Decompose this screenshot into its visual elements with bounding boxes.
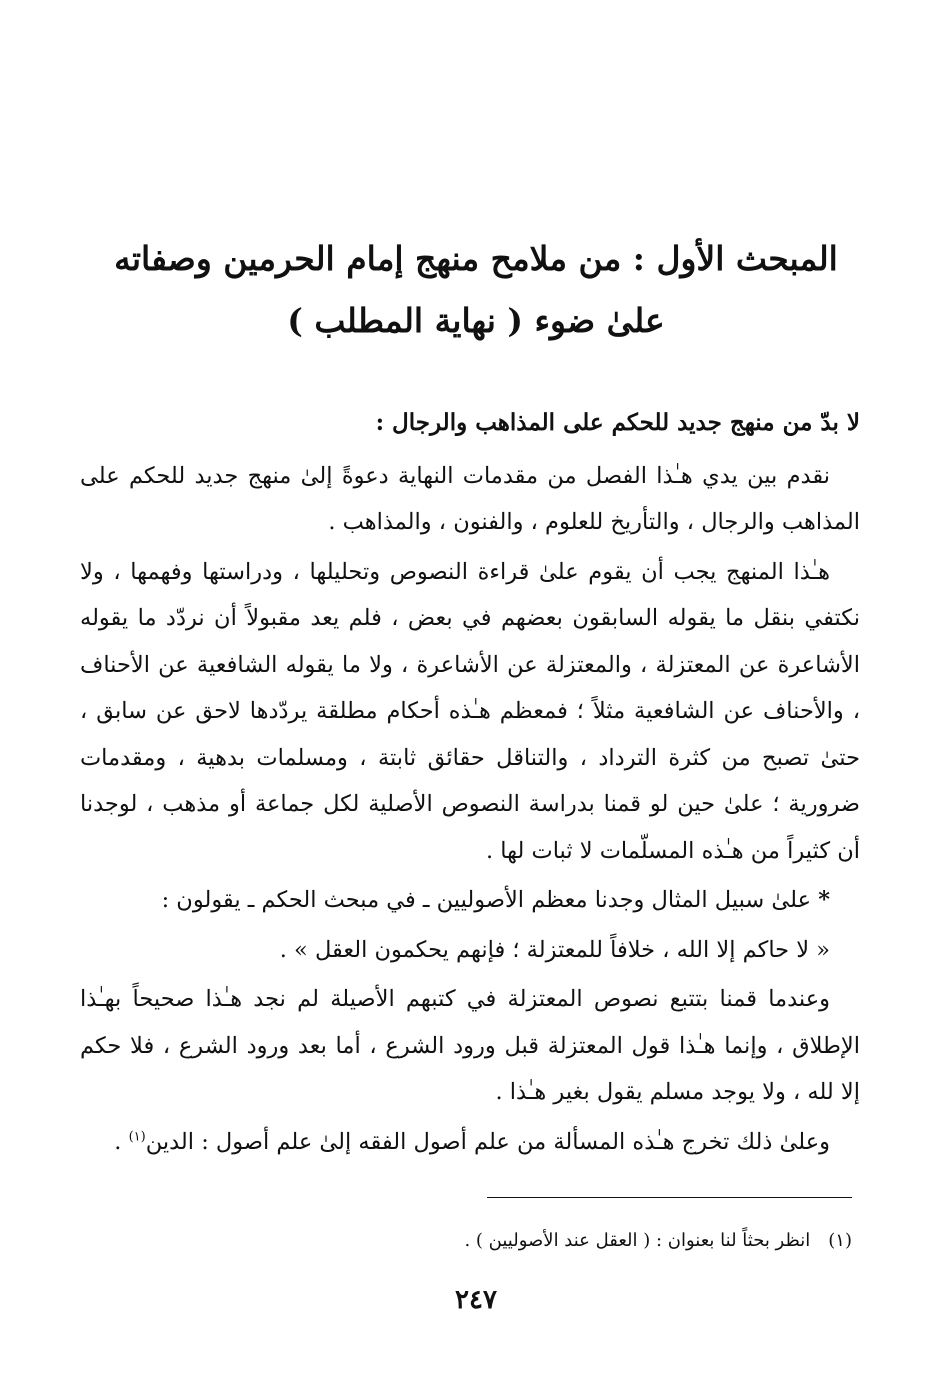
quotation: « لا حاكم إلا الله ، خلافاً للمعتزلة ؛ فإنهم يحكمون العقل » . — [279, 936, 830, 963]
example-text: علىٰ سبيل المثال وجدنا معظم الأصوليين ـ في مبحث الحكم ـ يقولون : — [161, 887, 812, 913]
paragraph-example — [80, 877, 860, 924]
body-text — [80, 400, 860, 1168]
title-line-1: المبحث الأول : من ملامح منهج إمام الحرمين وصفاته — [114, 239, 838, 278]
title-line-2: علىٰ ضوء ( نهاية المطلب ) — [287, 301, 665, 340]
paragraph-conclusion — [80, 1119, 860, 1166]
asterisk-marker: * — [818, 887, 830, 913]
paragraph-intro: نقدم بين يدي هـٰذا الفصل من مقدمات النهاية دعوةً إلىٰ منهج جديد للحكم على المذاهب والرجال ، والتأريخ للعلوم ، والفنون ، والمذاهب . — [80, 462, 860, 535]
conclusion-text: وعلىٰ ذلك تخرج هـٰذه المسألة من علم أصول الفقه إلىٰ علم أصول : الدين — [145, 1128, 830, 1155]
footnote-text: انظر بحثاً لنا بعنوان : ( العقل عند الأصوليين ) . — [464, 1230, 811, 1251]
section-heading: لا بدّ من منهج جديد للحكم على المذاهب والرجال : — [375, 409, 860, 436]
paragraph-mutazila: وعندما قمنا بتتبع نصوص المعتزلة في كتبهم الأصيلة لم نجد هـٰذا صحيحاً بهـٰذا الإطلاق ، وإنما هـٰذا قول المعتزلة قبل ورود الشرع ، أما بعد ورود الشرع ، فلا حكم إلا لله ، ولا يوجد مسلم يقول بغير هـٰذا . — [80, 986, 860, 1105]
footnote — [80, 1226, 852, 1256]
chapter-title — [110, 228, 842, 352]
footnote-reference[interactable]: (١) — [128, 1129, 146, 1144]
page-number: ٢٤٧ — [455, 1285, 497, 1315]
footnote-divider — [487, 1197, 852, 1198]
footnote-marker: (١) — [828, 1230, 852, 1251]
paragraph-method: هـٰذا المنهج يجب أن يقوم علىٰ قراءة النصوص وتحليلها ، ودراستها وفهمها ، ولا نكتفي بنقل ما يقوله السابقون بعضهم في بعض ، فلم يعد مقبولاً أن نردّد ما يقوله الأشاعرة عن المعتزلة ، والمعتزلة عن الأشاعرة ، ولا ما يقوله الشافعية عن الأحناف ، والأحناف عن الشافعية مثلاً ؛ فمعظم هـٰذه أحكام مطلقة يردّدها لاحق عن سابق ، حتىٰ تصبح من كثرة الترداد ، والتناقل حقائق ثابتة ، ومسلمات بدهية ، ومقدمات ضرورية ؛ علىٰ حين لو قمنا بدراسة النصوص الأصلية لكل جماعة أو مذهب ، لوجدنا أن كثيراً من هـٰذه المسلّمات لا ثبات لها . — [80, 558, 860, 864]
conclusion-end: . — [114, 1128, 129, 1155]
